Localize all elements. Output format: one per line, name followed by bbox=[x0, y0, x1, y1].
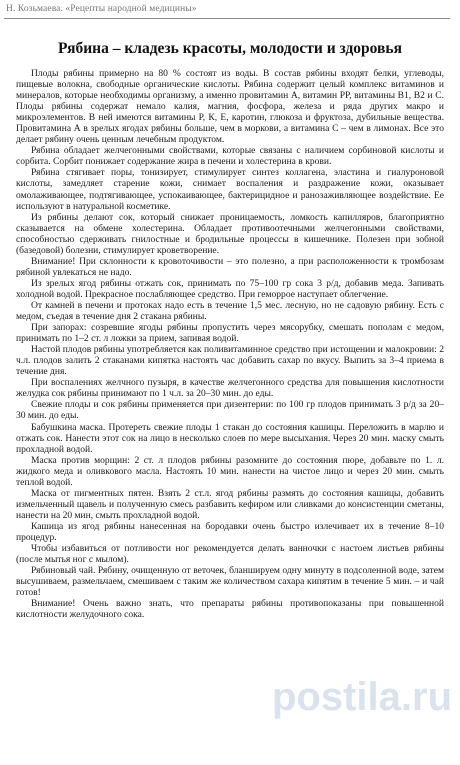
paragraph-juice: Из рябины делают сок, который снижает проницаемость, ломкость капилляров, благоприятно сказывается на обмене холестерина. Обладает противоотечными желчегонными свойствами, способностью сдерживать гнилостные и бродильные процессы в кишечнике. Полезен при зобной (базедовой) болезни, стимулирует кроветворение. bbox=[16, 211, 444, 256]
paragraph-warning-acidity: Внимание! Очень важно знать, что препараты рябины противопоказаны при повышенной кислотности желудочного сока. bbox=[16, 598, 444, 621]
paragraph-composition: Плоды рябины примерно на 80 % состоят из воды. В состав рябины входят белки, углеводы, пищевые волокна, свободные органические кислоты. Рябина содержит целый комплекс витаминов и минералов, которые необходимы организму, а именно провитамин А, витамин РР, витамины В1, В2 и С. Плоды рябины содержат немало калия, магния, фосфора, железа и ряда других макро и микроэлементов. В ней имеются витамины Р, К, Е, каротин, глюкоза и фруктоза, дубильные вещества. Провитамина А в зрелых ягодах рябины больше, чем в моркови, а витамина С – чем в лимонах. Все это делает рябину очень ценным лечебным продуктом. bbox=[16, 68, 444, 146]
paragraph-warts: Кашица из ягод рябины нанесенная на бородавки очень быстро излечивает их в течение 8–10 процедур. bbox=[16, 520, 444, 543]
paragraph-feet-sweat: Чтобы избавиться от потливости ног рекомендуется делать ванночки с настоем листьев рябины (после мытья ног с мылом). bbox=[16, 543, 444, 566]
paragraph-pigment-mask: Маска от пигментных пятен. Взять 2 ст.л. ягод рябины размять до состояния кашицы, добавить измельченный щавель и полученную смесь разбавить кефиром или сливками до консистенции сметаны, нанести на 20 мин, смыть прохладной водой. bbox=[16, 487, 444, 521]
paragraph-liver-stones: От камней в печени и протоках надо есть в течение 1,5 мес. лесную, но не садовую рябину. Есть с медом, съедая в течение дня 2 стакана рябины. bbox=[16, 299, 444, 323]
paragraph-juice-recipe: Из зрелых ягод рябины отжать сок, принимать по 75–100 гр сока 3 р/д, добавив меда. Запивать холодной водой. Прекрасное послабляющее средство. При геморрое наступает облегчение. bbox=[16, 277, 444, 300]
paragraph-gallbladder: При воспалениях желчного пузыря, в качестве желчегонного средства для повышения кислотности желудка сок рябины принимают по 1 ч.л. за 20–30 мин. до еды. bbox=[16, 377, 444, 400]
header-divider bbox=[4, 18, 450, 19]
paragraph-infusion: Настой плодов рябины употребляется как поливитаминное средство при истощении и малокровии: 2 ч.л. плодов залить 2 стаканами кипятка настоять час добавить сахар по вкусу. Выпить за 3–4 приема в течение дня. bbox=[16, 344, 444, 378]
paragraph-dysentery: Свежие плоды и сок рябины применяется при дизентерии: по 100 гр плодов принимать 3 р/д за 20–30 мин. до еды. bbox=[16, 399, 444, 422]
page-title: Рябина – кладезь красоты, молодости и здоровья bbox=[58, 40, 402, 57]
paragraph-constipation: При запорах: созревшие ягоды рябины пропустить через мясорубку, смешать пополам с медом, принимать по 1–2 ст. л ложки за прием, запивая водой. bbox=[16, 322, 444, 345]
watermark-logo bbox=[268, 668, 458, 724]
svg-text:postila.ru: postila.ru bbox=[272, 675, 453, 719]
running-header: Н. Козьмаева. «Рецепты народной медицины» bbox=[6, 4, 197, 14]
paragraph-grandma-mask: Бабушкина маска. Протереть свежие плоды 1 стакан до состояния кашицы. Переложить в марлю и отжать сок. Нанести этот сок на лицо в несколько слоев по мере высыхания. Через 20 мин. маску смыть прохладной водой. bbox=[16, 421, 444, 455]
paragraph-warning-bleeding: Внимание! При склонности к кровоточивости – это полезно, а при расположенности к тромбозам рябиной увлекаться не надо. bbox=[16, 255, 444, 278]
paragraph-wrinkle-mask: Маска против морщин: 2 ст. л плодов рябины разомните до состояния пюре, добавьте по 1. л. жидкого меда и оливкового масла. Настоять 10 мин. нанести на чистое лицо и через 20 мин. смыть теплой водой. bbox=[16, 454, 444, 488]
paragraph-skin: Рябина стягивает поры, тонизирует, стимулирует синтез коллагена, эластина и гиалуроновой кислоты, замедляет старение кожи, снимает воспаления и раздражение кожи, оказывает омолаживающее, подтягивающее, успокаивающее, бактерицидное и ранозаживляющее воздействие. Ее используют в натуральной косметике. bbox=[16, 167, 444, 212]
article-body bbox=[16, 68, 444, 620]
paragraph-choleretic: Рябина обладает желчегонными свойствами, которые связаны с наличием сорбиновой кислоты и сорбита. Сорбит понижает содержание жира в печени и холестерина в крови. bbox=[16, 145, 444, 168]
paragraph-rowan-tea: Рябиновый чай. Рябину, очищенную от веточек, бланшируем одну минуту в подсоленной воде, затем высушиваем, размельчаем, смешиваем с таким же количеством сахара кипятим в течение 5 мин. – и чай готов! bbox=[16, 565, 444, 599]
